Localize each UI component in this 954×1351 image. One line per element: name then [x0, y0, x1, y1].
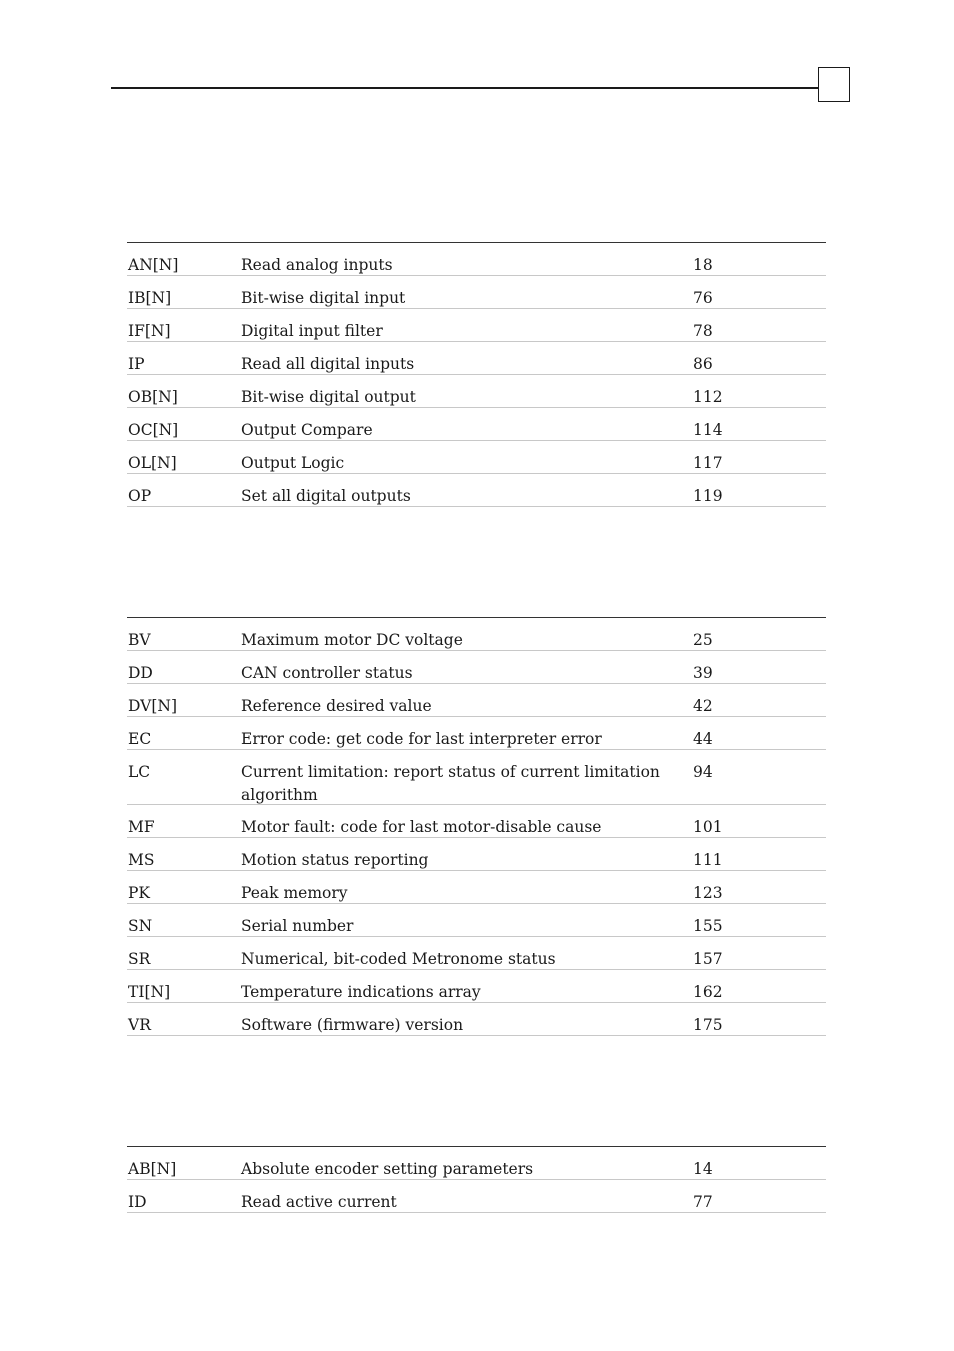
description-cell: Maximum motor DC voltage: [241, 631, 463, 649]
description-cell: Reference desired value: [241, 697, 432, 715]
page-number-cell: 157: [693, 950, 723, 968]
description-cell: Output Compare: [241, 421, 373, 439]
command-cell: PK: [128, 884, 151, 902]
command-cell: OL[N]: [128, 454, 177, 472]
command-cell: TI[N]: [128, 983, 171, 1001]
table-row: [127, 276, 826, 309]
description-cell: CAN controller status: [241, 664, 413, 682]
table-row: [127, 441, 826, 474]
command-cell: IB[N]: [128, 289, 172, 307]
page-number-cell: 117: [693, 454, 723, 472]
table-row: [127, 937, 826, 970]
description-cell: Temperature indications array: [241, 983, 481, 1001]
table-row: [127, 1003, 826, 1036]
command-cell: IP: [128, 355, 145, 373]
description-cell: Software (firmware) version: [241, 1016, 464, 1034]
table-row: [127, 871, 826, 904]
page-number-cell: 86: [693, 355, 713, 373]
page-number-cell: 175: [693, 1016, 723, 1034]
command-cell: EC: [128, 730, 152, 748]
table-row: [127, 474, 826, 507]
page-number-cell: 77: [693, 1193, 713, 1211]
table-row: [127, 309, 826, 342]
table-row: [127, 750, 826, 805]
description-cell: Bit-wise digital input: [241, 289, 406, 307]
page-number-cell: 94: [693, 763, 713, 781]
description-cell: Current limitation: report status of current limitation algorithm: [241, 763, 660, 804]
description-cell: Error code: get code for last interpreter error: [241, 730, 602, 748]
table-row: [127, 970, 826, 1003]
command-cell: OP: [128, 487, 152, 505]
page-number-cell: 18: [693, 256, 713, 274]
description-cell: Output Logic: [241, 454, 345, 472]
table-row: [127, 342, 826, 375]
page-number-cell: 44: [693, 730, 713, 748]
table-row: [127, 375, 826, 408]
command-cell: AN[N]: [128, 256, 179, 274]
description-cell: Serial number: [241, 917, 354, 935]
command-cell: MS: [128, 851, 155, 869]
page-number-cell: 111: [693, 851, 723, 869]
page-number-cell: 114: [693, 421, 723, 439]
page-number-cell: 39: [693, 664, 713, 682]
command-cell: OC[N]: [128, 421, 179, 439]
command-cell: BV: [128, 631, 151, 649]
table-row: [127, 408, 826, 441]
description-cell: Motion status reporting: [241, 851, 429, 869]
command-cell: OB[N]: [128, 388, 178, 406]
description-cell: Peak memory: [241, 884, 348, 902]
description-cell: Motor fault: code for last motor-disable cause: [241, 818, 602, 836]
command-cell: LC: [128, 763, 151, 781]
page-number-cell: 123: [693, 884, 723, 902]
command-cell: MF: [128, 818, 155, 836]
table-row: [127, 1180, 826, 1213]
command-cell: SR: [128, 950, 151, 968]
description-cell: Numerical, bit-coded Metronome status: [241, 950, 556, 968]
command-cell: DD: [128, 664, 153, 682]
command-table-more: [127, 1146, 826, 1213]
page-number-cell: 42: [693, 697, 713, 715]
table-row: [127, 717, 826, 750]
description-cell: Read all digital inputs: [241, 355, 415, 373]
table-row: [127, 805, 826, 838]
description-cell: Set all digital outputs: [241, 487, 411, 505]
page-number-box: [818, 67, 850, 102]
description-cell: Bit-wise digital output: [241, 388, 416, 406]
page-number-cell: 14: [693, 1160, 713, 1178]
page-number-cell: 101: [693, 818, 723, 836]
page-number-cell: 162: [693, 983, 723, 1001]
table-row: [127, 904, 826, 937]
header-rule: [111, 87, 821, 89]
page-number-cell: 155: [693, 917, 723, 935]
command-cell: VR: [128, 1016, 151, 1034]
command-cell: IF[N]: [128, 322, 171, 340]
table-row: [127, 684, 826, 717]
command-cell: SN: [128, 917, 153, 935]
page-number-cell: 25: [693, 631, 713, 649]
page-number-cell: 119: [693, 487, 723, 505]
table-row: [127, 838, 826, 871]
description-cell: Absolute encoder setting parameters: [241, 1160, 534, 1178]
table-row: [127, 651, 826, 684]
command-cell: AB[N]: [128, 1160, 177, 1178]
table-row: [127, 618, 826, 651]
command-cell: ID: [128, 1193, 147, 1211]
command-cell: DV[N]: [128, 697, 178, 715]
command-table-io: [127, 242, 826, 507]
description-cell: Digital input filter: [241, 322, 383, 340]
page-number-cell: 78: [693, 322, 713, 340]
table-row: [127, 243, 826, 276]
table-row: [127, 1147, 826, 1180]
description-cell: Read active current: [241, 1193, 397, 1211]
description-cell: Read analog inputs: [241, 256, 393, 274]
command-table-status: [127, 617, 826, 1036]
page-number-cell: 112: [693, 388, 723, 406]
page-number-cell: 76: [693, 289, 713, 307]
